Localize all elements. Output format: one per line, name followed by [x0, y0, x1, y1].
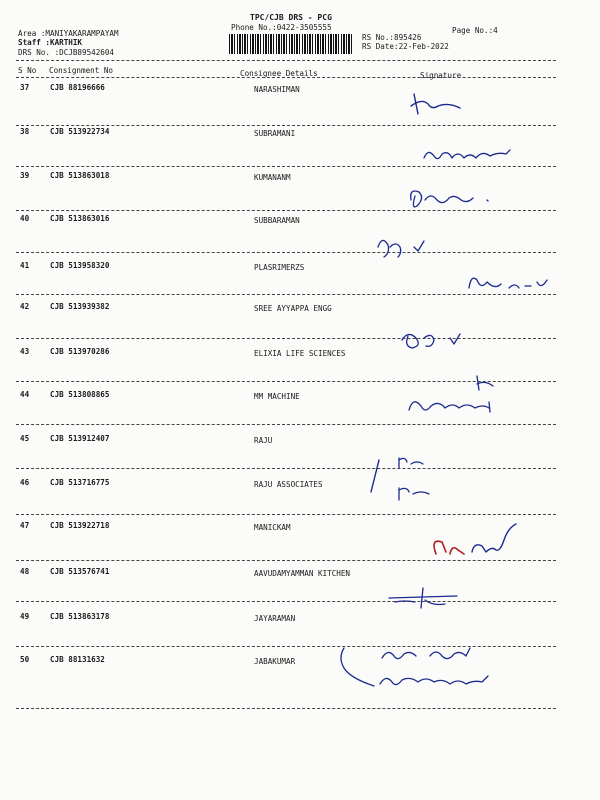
area-label: Area :MANIYAKARAMPAYAM [18, 29, 119, 38]
row-consignment: CJB 513863178 [50, 612, 110, 621]
row-consignee: MM MACHINE [254, 392, 300, 401]
row-consignee: KUMANANM [254, 173, 291, 182]
row-consignee: MANICKAM [254, 523, 291, 532]
row-consignee: SREE AYYAPPA ENGG [254, 304, 332, 313]
staff-label: Staff :KARTHIK [18, 38, 83, 47]
row-consignee: RAJU [254, 436, 273, 445]
row-consignment: CJB 513970286 [50, 347, 110, 356]
row-consignment: CJB 513958320 [50, 261, 110, 270]
row-consignee: SUBBARAMAN [254, 216, 300, 225]
row-sno: 41 [20, 261, 30, 270]
row-sno: 44 [20, 390, 30, 399]
row-divider [16, 338, 556, 339]
column-header-consignment: Consignment No [49, 66, 114, 75]
row-consignee: RAJU ASSOCIATES [254, 480, 323, 489]
row-divider [16, 514, 556, 515]
rs-number: RS No.:895426 [362, 33, 422, 42]
column-header-signature: Signature [420, 71, 462, 80]
row-divider [16, 252, 556, 253]
row-consignment: CJB 513939382 [50, 302, 110, 311]
row-sno: 45 [20, 434, 30, 443]
row-sno: 38 [20, 127, 30, 136]
row-consignee: AAVUDAMYAMMAN KITCHEN [254, 569, 351, 578]
row-consignee: NARASHIMAN [254, 85, 300, 94]
row-consignment: CJB 513912407 [50, 434, 110, 443]
signature-row-42 [398, 326, 468, 354]
row-sno: 42 [20, 302, 30, 311]
row-sno: 47 [20, 521, 30, 530]
row-consignee: PLASRIMERZS [254, 263, 305, 272]
row-consignment: CJB 88196666 [50, 83, 105, 92]
drs-number: DRS No. :DCJB89542604 [18, 48, 115, 57]
row-divider [16, 601, 556, 602]
rs-date: RS Date:22-Feb-2022 [362, 42, 449, 51]
row-sno: 46 [20, 478, 30, 487]
row-sno: 39 [20, 171, 30, 180]
barcode-graphic [229, 34, 353, 54]
row-divider [16, 708, 556, 709]
column-header-sno: S No [18, 66, 37, 75]
signature-row-39 [405, 184, 495, 214]
row-consignee: JABAKUMAR [254, 657, 296, 666]
row-consignment: CJB 513922718 [50, 521, 110, 530]
row-sno: 43 [20, 347, 30, 356]
row-consignment: CJB 513716775 [50, 478, 110, 487]
signature-row-40 [372, 233, 432, 263]
row-sno: 37 [20, 83, 30, 92]
signature-row-47 [428, 516, 523, 562]
row-consignment: CJB 513808865 [50, 390, 110, 399]
header-divider-top [16, 60, 556, 61]
row-consignment: CJB 88131632 [50, 655, 105, 664]
row-sno: 40 [20, 214, 30, 223]
row-consignment: CJB 513863018 [50, 171, 110, 180]
row-consignee: SUBRAMANI [254, 129, 296, 138]
header-divider-bottom [16, 77, 556, 78]
signature-row-38 [420, 140, 520, 168]
row-consignee: JAYARAMAN [254, 614, 296, 623]
column-header-details: Consignee Details [240, 69, 318, 78]
signature-row-41 [465, 268, 555, 298]
phone-number: Phone No.:0422-3505555 [231, 23, 332, 32]
table-row [0, 656, 600, 736]
row-consignment: CJB 513922734 [50, 127, 110, 136]
row-consignment: CJB 513576741 [50, 567, 110, 576]
signature-row-37 [408, 84, 468, 120]
row-consignee: ELIXIA LIFE SCIENCES [254, 349, 346, 358]
signature-row-50 [330, 640, 510, 704]
row-sno: 50 [20, 655, 30, 664]
row-divider [16, 125, 556, 126]
row-consignment: CJB 513863016 [50, 214, 110, 223]
row-divider [16, 424, 556, 425]
row-sno: 48 [20, 567, 30, 576]
page-number: Page No.:4 [452, 26, 498, 35]
document-title: TPC/CJB DRS - PCG [250, 13, 332, 22]
row-divider [16, 468, 556, 469]
signature-row-48 [385, 584, 460, 612]
row-sno: 49 [20, 612, 30, 621]
signature-row-45-46 [365, 452, 445, 512]
signature-row-44 [405, 372, 505, 422]
